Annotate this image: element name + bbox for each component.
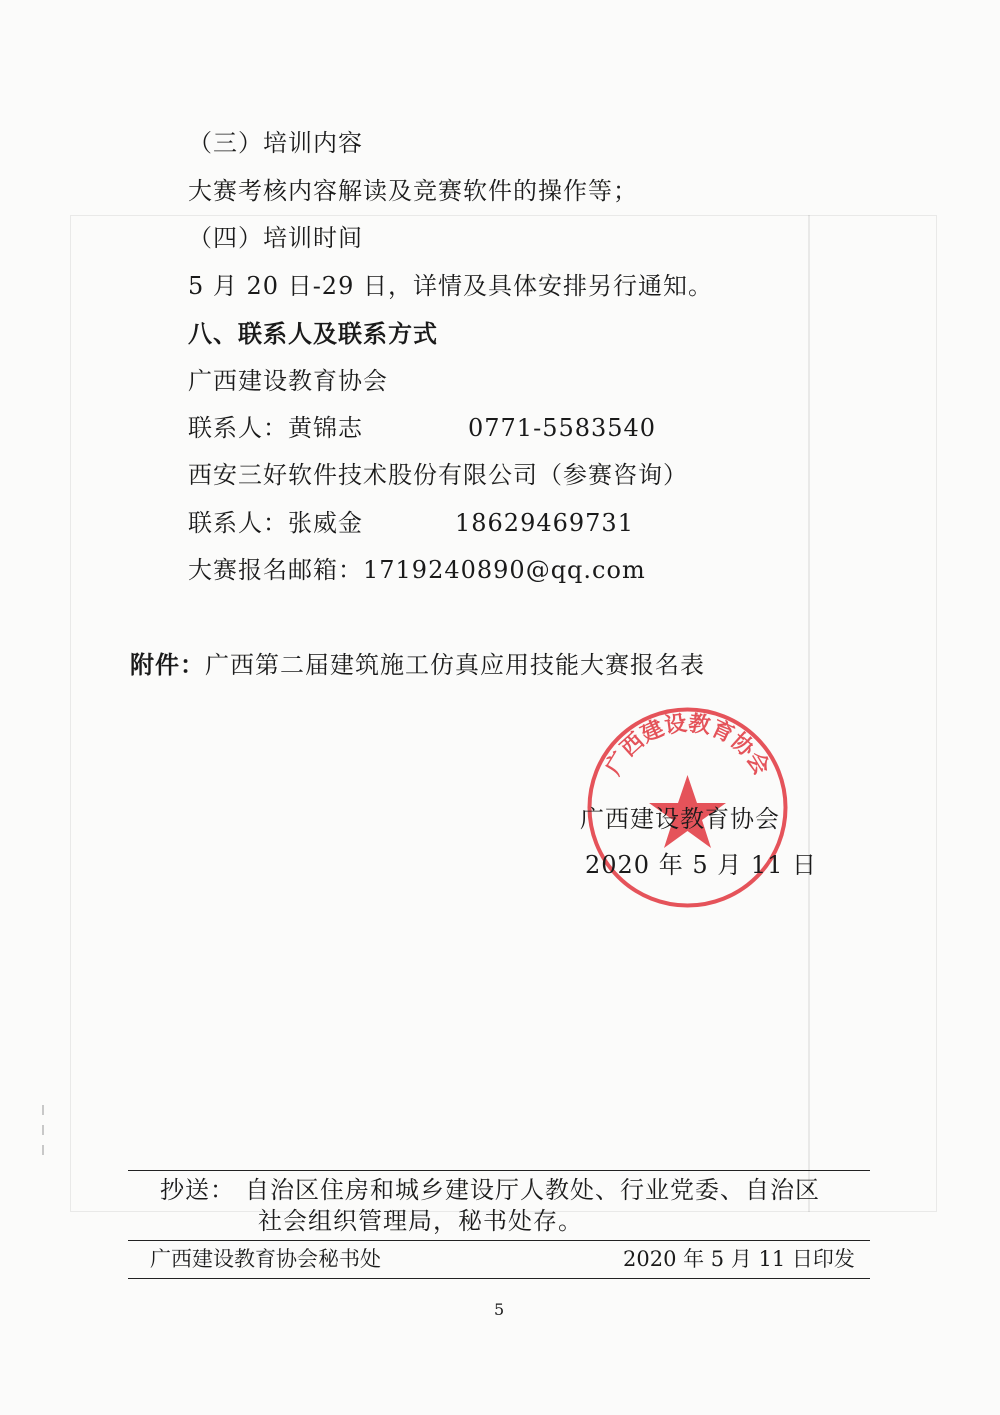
- signature-date: 2020 年 5 月 11 日: [585, 851, 818, 879]
- page-number: 5: [494, 1300, 505, 1319]
- attachment-label: 附件：: [130, 650, 205, 679]
- section3-body: 大赛考核内容解读及竞赛软件的操作等；: [188, 177, 638, 205]
- seal-text: 广西建设教育协会: [601, 711, 774, 780]
- binding-mark: [42, 1145, 44, 1155]
- cc-label: 抄送：: [160, 1176, 235, 1204]
- svg-text:广西建设教育协会: [600, 710, 774, 779]
- section8-heading: 八、联系人及联系方式: [188, 319, 438, 348]
- section3-heading: （三）培训内容: [188, 129, 363, 157]
- bleed-through-column: [808, 215, 810, 1212]
- org1-name: 广西建设教育协会: [188, 367, 388, 395]
- footer-rule: [128, 1278, 870, 1279]
- issue-date: 2020 年 5 月 11 日印发: [623, 1247, 855, 1271]
- cc-line2: 社会组织管理局，秘书处存。: [258, 1207, 583, 1235]
- attachment-line: [130, 650, 705, 680]
- cc-bottom-rule: [128, 1240, 870, 1241]
- cc-top-rule: [128, 1170, 870, 1171]
- org2-name: 西安三好软件技术股份有限公司（参赛咨询）: [188, 461, 688, 489]
- section4-heading: （四）培训时间: [188, 224, 363, 252]
- cc-line1: 自治区住房和城乡建设厅人教处、行业党委、自治区: [245, 1176, 820, 1204]
- email-line: 大赛报名邮箱：1719240890@qq.com: [188, 556, 646, 584]
- contact2-label: 联系人：张威金: [188, 509, 363, 537]
- attachment-text: 广西第二届建筑施工仿真应用技能大赛报名表: [205, 651, 705, 679]
- binding-mark: [42, 1125, 44, 1135]
- contact1-label: 联系人：黄锦志: [188, 414, 363, 442]
- binding-mark: [42, 1105, 44, 1115]
- contact1-phone: 0771-5583540: [468, 414, 657, 442]
- bleed-through-table: [70, 215, 937, 1212]
- contact2-phone: 18629469731: [455, 509, 634, 537]
- signature-org: 广西建设教育协会: [580, 805, 780, 833]
- issuer: 广西建设教育协会秘书处: [150, 1247, 381, 1271]
- section4-body: 5 月 20 日-29 日，详情及具体安排另行通知。: [188, 272, 713, 300]
